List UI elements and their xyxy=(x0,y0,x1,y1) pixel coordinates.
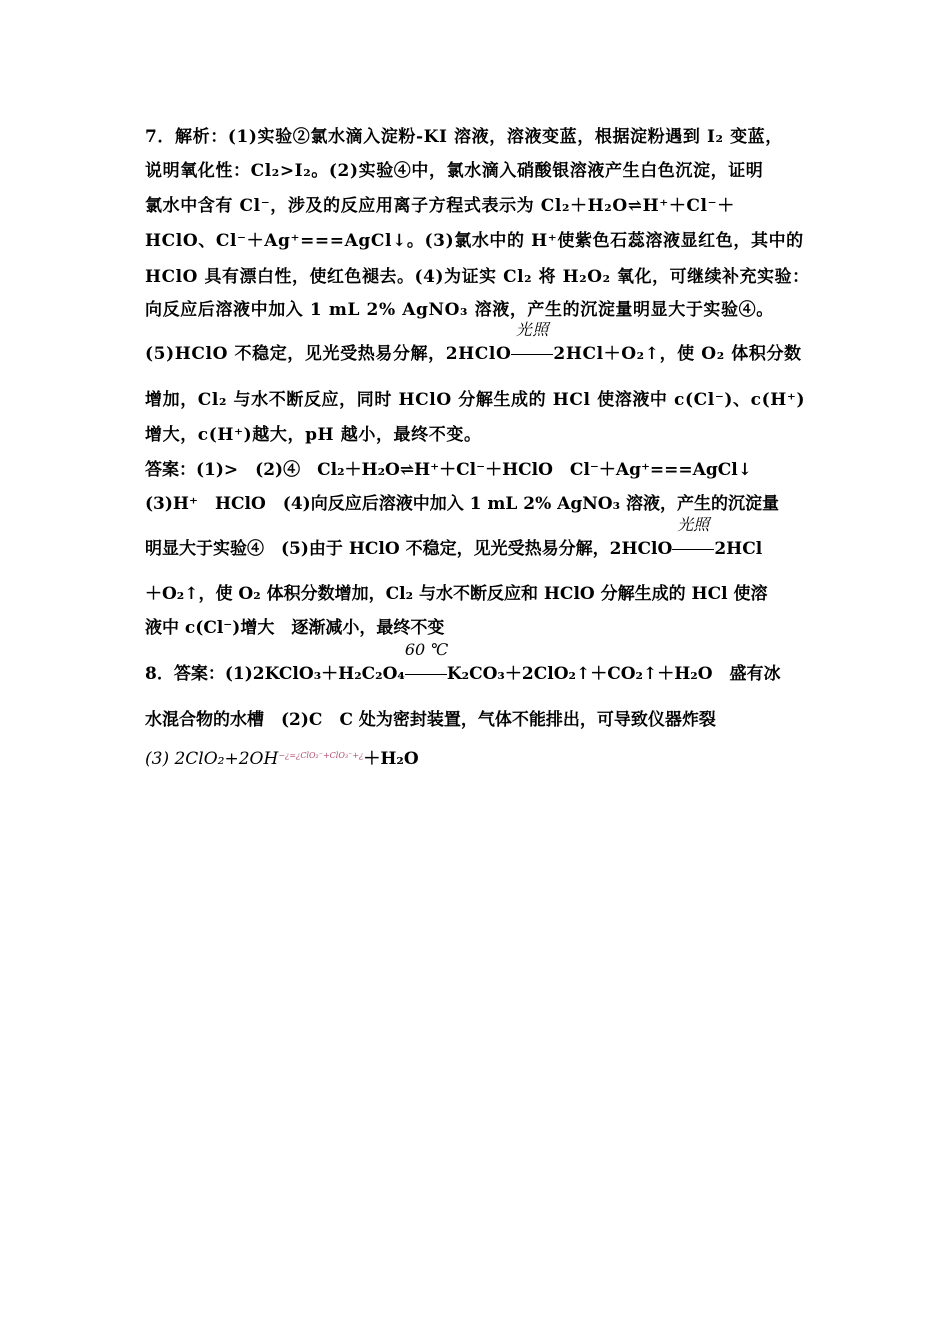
condition-text: 光照 xyxy=(677,515,710,534)
q7-answer-line-2: (3)H⁺ HClO (4)向反应后溶液中加入 1 mL 2% AgNO₃ 溶液，产生的沉淀量 xyxy=(145,494,779,514)
q7-line-7-part-a: (5)HClO 不稳定，见光受热易分解，2HClO xyxy=(145,344,512,364)
reaction-condition-arrow xyxy=(511,320,553,365)
q7-line-8: 增加，Cl₂ 与水不断反应，同时 HClO 分解生成的 HCl 使溶液中 c(Cl⁻)、c(H⁺) xyxy=(145,390,806,410)
q8-line-3-garbled-superscript: −¿=¿ClO₂⁻+ClO₃⁻+¿ xyxy=(278,751,364,760)
q7-line-6: 向反应后溶液中加入 1 mL 2% AgNO₃ 溶液，产生的沉淀量明显大于实验④。 xyxy=(145,300,774,320)
q7-line-7-part-b: 2HCl＋O₂↑，使 O₂ 体积分数 xyxy=(553,344,802,364)
q8-line-1-part-a: 8．答案：(1)2KClO₃＋H₂C₂O₄ xyxy=(145,664,405,684)
q8-line-1-part-b: K₂CO₃＋2ClO₂↑＋CO₂↑＋H₂O 盛有冰 xyxy=(446,664,781,684)
q8-line-3-water: ＋H₂O xyxy=(363,749,419,769)
q7-answer-line-3 xyxy=(145,515,810,560)
q7-line-1: 7．解析：(1)实验②氯水滴入淀粉-KI 溶液，溶液变蓝，根据淀粉遇到 I₂ 变蓝， xyxy=(145,127,783,147)
q7-line-9: 增大，c(H⁺)越大，pH 越小，最终不变。 xyxy=(145,425,482,445)
q8-answer-line-2: 水混合物的水槽 (2)C C 处为密封装置，气体不能排出，可导致仪器炸裂 xyxy=(145,710,716,730)
q7-answer-line-3-part-b: 2HCl xyxy=(714,539,763,559)
q7-answer-line-5: 液中 c(Cl⁻)增大 逐渐减小，最终不变 xyxy=(145,618,445,638)
q7-answer-line-3-part-a: 明显大于实验④ (5)由于 HClO 不稳定，见光受热易分解，2HClO xyxy=(145,539,673,559)
q7-line-2: 说明氧化性：Cl₂>I₂。(2)实验④中，氯水滴入硝酸银溶液产生白色沉淀，证明 xyxy=(145,161,764,181)
q7-line-5: HClO 具有漂白性，使红色褪去。(4)为证实 Cl₂ 将 H₂O₂ 氧化，可继续补充实验： xyxy=(145,266,810,286)
q8-answer-line-3 xyxy=(145,745,810,770)
q7-answer-line-4: ＋O₂↑，使 O₂ 体积分数增加，Cl₂ 与水不断反应和 HClO 分解生成的 HCl 使溶 xyxy=(145,584,768,604)
condition-text: 光照 xyxy=(515,320,549,339)
q7-answer-line-1: 答案：(1)> (2)④ Cl₂＋H₂O⇌H⁺＋Cl⁻＋HClO Cl⁻＋Ag⁺===AgCl↓ xyxy=(145,460,752,480)
condition-text: 60 ℃ xyxy=(404,640,449,659)
q7-line-7 xyxy=(145,320,810,365)
q8-line-3-equation: (3) 2ClO₂+2OH xyxy=(145,749,279,769)
q7-line-3: 氯水中含有 Cl⁻，涉及的反应用离子方程式表示为 Cl₂＋H₂O⇌H⁺＋Cl⁻＋ xyxy=(145,196,735,216)
reaction-condition-arrow xyxy=(672,515,714,560)
q7-line-4: HClO、Cl⁻＋Ag⁺===AgCl↓。(3)氯水中的 H⁺使紫色石蕊溶液显红色，其中的 xyxy=(145,231,804,251)
q8-answer-line-1 xyxy=(145,640,810,685)
reaction-condition-arrow xyxy=(404,640,449,685)
